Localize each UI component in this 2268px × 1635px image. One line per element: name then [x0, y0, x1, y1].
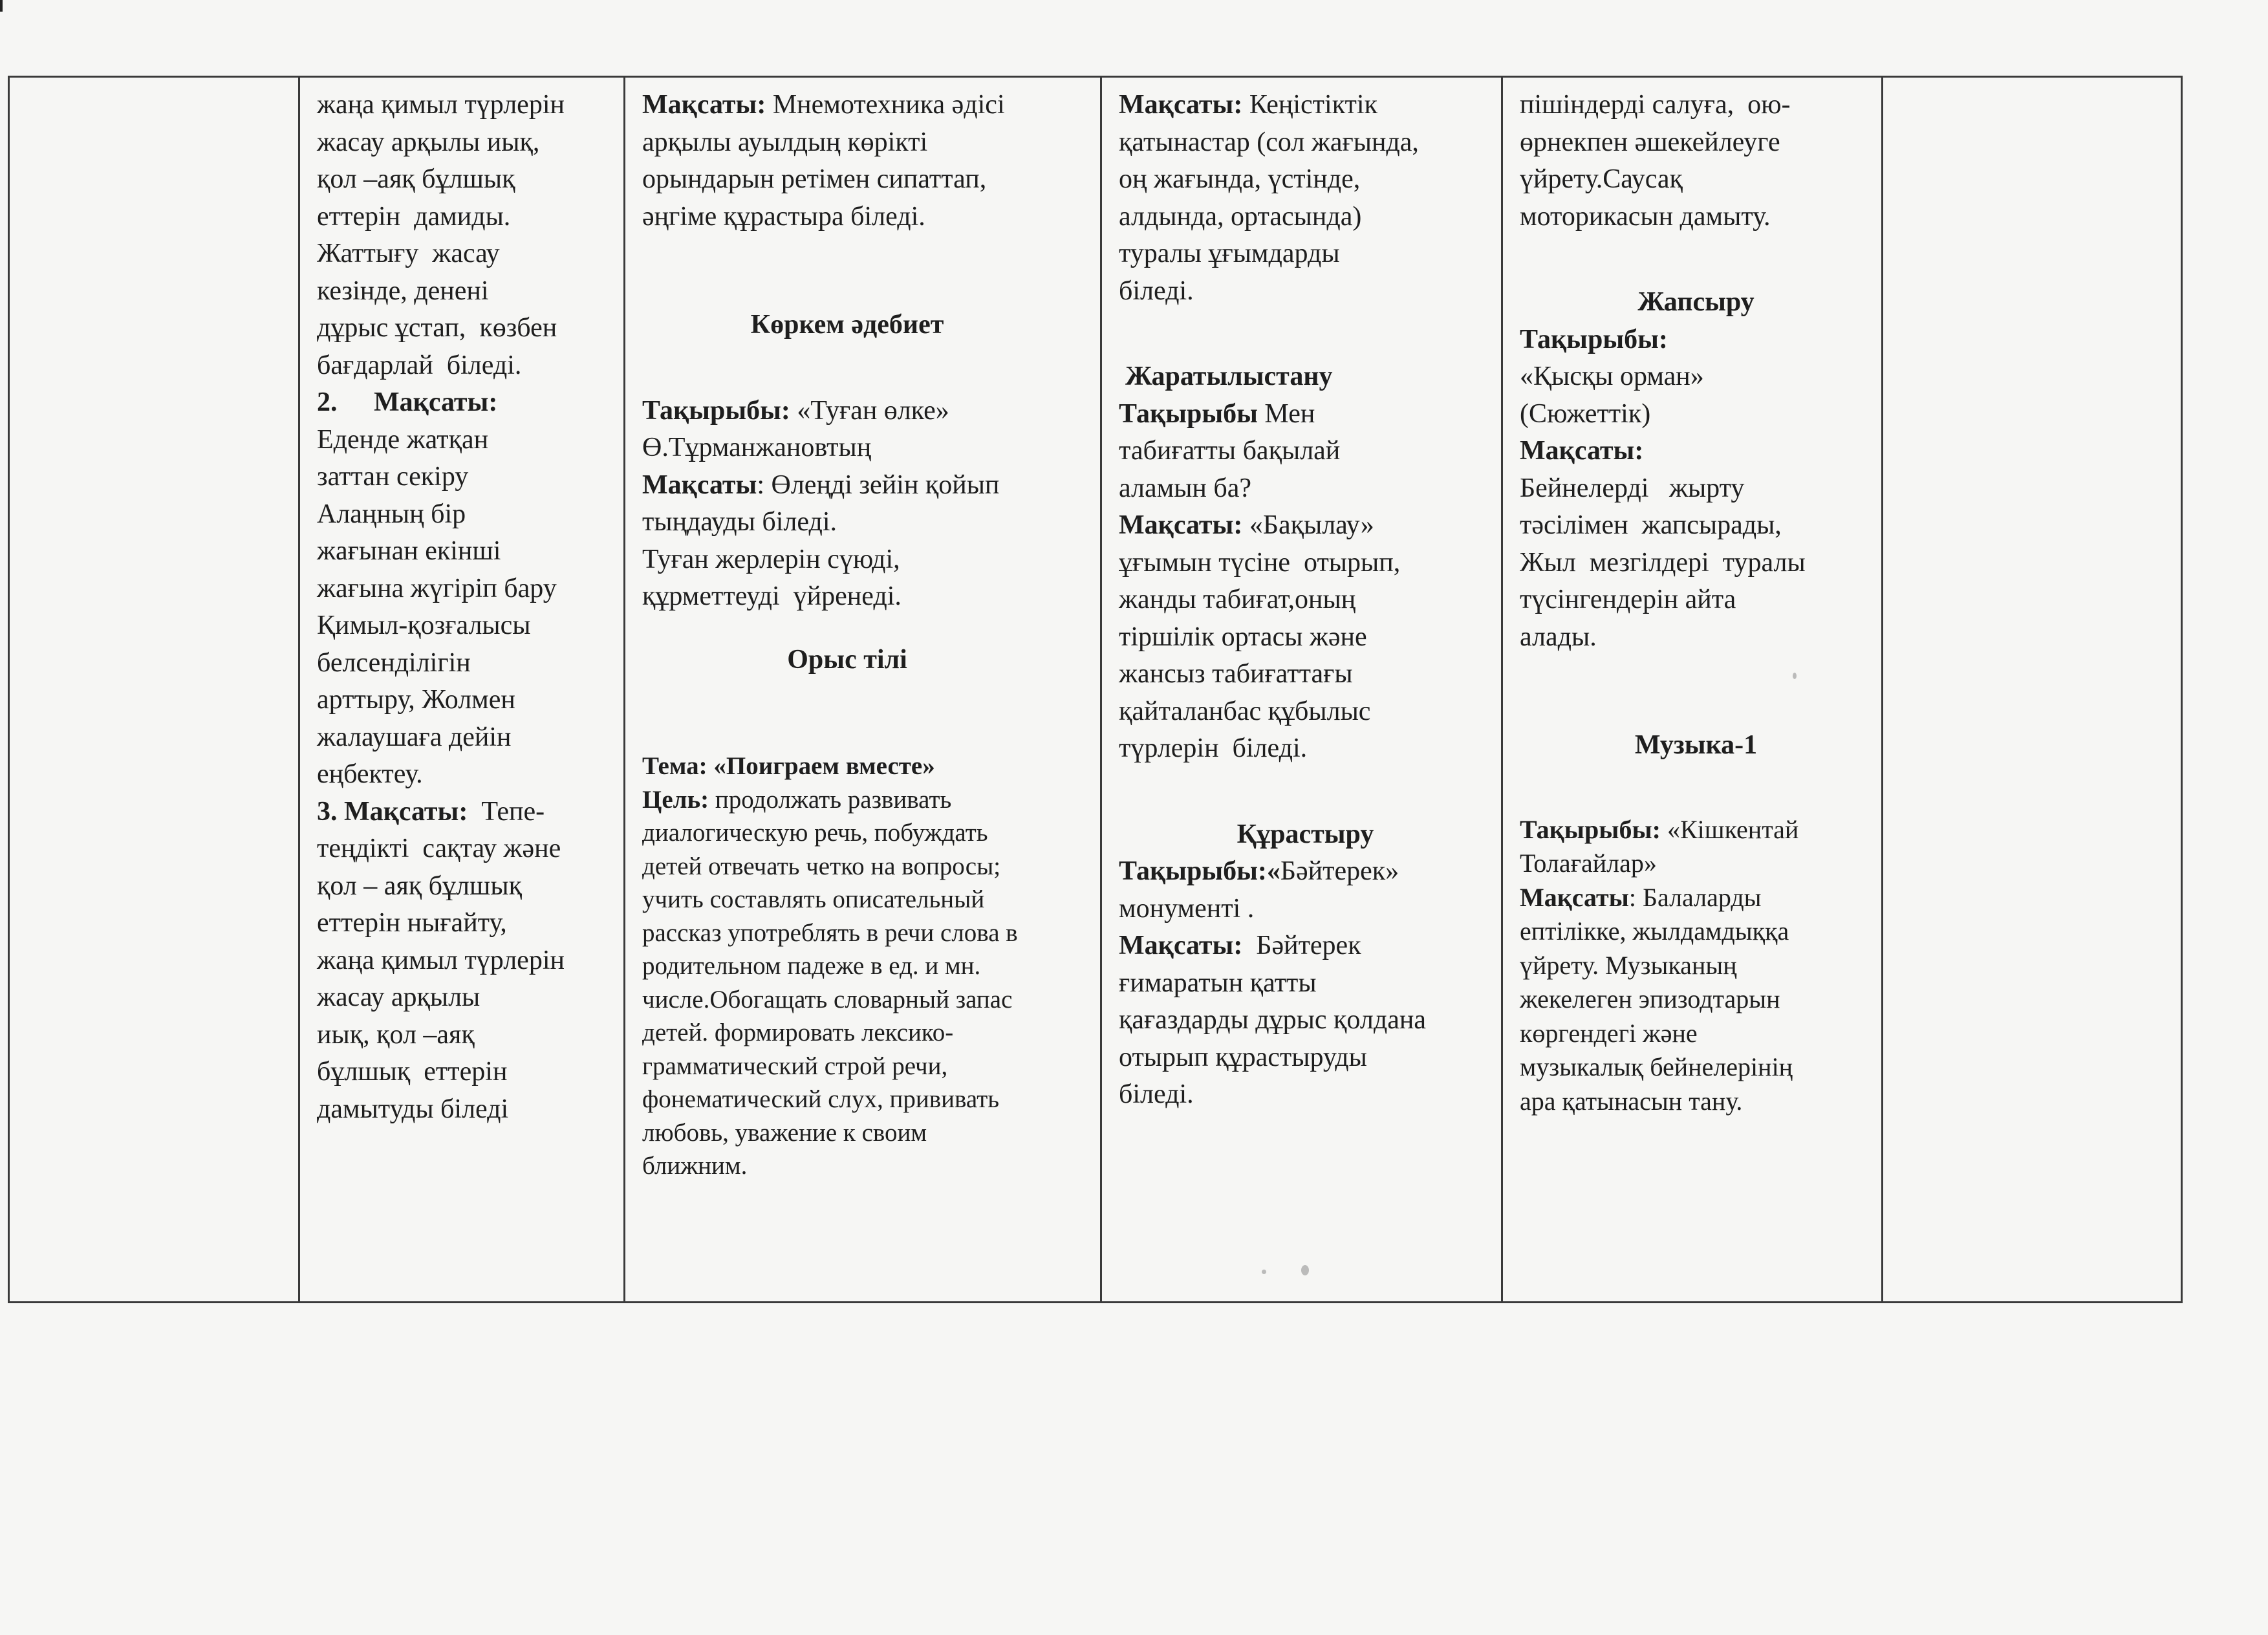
text-line: тәсілімен жапсырады, — [1520, 510, 1782, 540]
zhar-goal-label: Мақсаты: — [1119, 510, 1243, 540]
text-line: Туған жерлерін сүюді, — [642, 544, 900, 574]
col2-goal-lines — [642, 124, 1091, 236]
text-line: теңдікті сақтау және — [317, 834, 561, 863]
text-line: музыкалық бейнелерінің — [1520, 1052, 1793, 1081]
zhar-topic-head — [1119, 396, 1492, 433]
phys-item2-head — [317, 384, 614, 422]
text-line: грамматический строй речи, — [642, 1052, 948, 1080]
text-line: қол – аяқ бұлшық — [317, 871, 522, 901]
text-line: числе.Обогащать словарный запас — [642, 985, 1013, 1013]
muz-goal-lines — [1520, 915, 1872, 1118]
section-title-zharatylystanu: Жаратылыстану — [1125, 362, 1333, 391]
text-line: жанды табиғат,оның — [1119, 585, 1356, 614]
zhar-topic-first: Мен — [1257, 398, 1315, 429]
col2-goal-label: Мақсаты: — [642, 90, 766, 120]
phys-item3-head — [317, 794, 614, 831]
text-line: еңбектеу. — [317, 759, 423, 789]
text-line: тіршілік ортасы және — [1119, 622, 1367, 652]
empty-cell-first — [9, 77, 299, 1303]
text-line: любовь, уважение к своим — [642, 1118, 927, 1147]
zhaps-goal-lines — [1520, 470, 1872, 656]
col2-goal-first: Мнемотехника әдісі — [766, 90, 1005, 120]
text-line: детей отвечать четко на вопросы; — [642, 852, 1001, 880]
scan-mark — [0, 0, 3, 12]
cell-physical — [299, 77, 625, 1303]
zhaps-goal-label: Мақсаты: — [1520, 436, 1644, 466]
qur-topic-label: Тақырыбы:« — [1119, 856, 1280, 886]
text-line: детей. формировать лексико- — [642, 1019, 954, 1046]
text-line: түсінгендерін айта — [1520, 585, 1736, 614]
text-line: оң жағында, үстінде, — [1119, 164, 1361, 194]
text-line: пішіндерді салуға, ою- — [1520, 90, 1791, 120]
qur-goal-first: Бәйтерек — [1242, 931, 1361, 960]
qur-goal-head — [1119, 927, 1492, 965]
text-line: біледі. — [1119, 1079, 1194, 1109]
phys-item3-first: Тепе- — [468, 796, 545, 827]
col2-goal-head — [642, 87, 1091, 124]
text-line: үйрету. Музыканың — [1520, 950, 1737, 980]
muz-topic-first: «Кішкентай — [1661, 814, 1799, 844]
text-line: монументі . — [1119, 893, 1255, 924]
text-line: Толағайлар» — [1520, 849, 1657, 878]
text-line: қол –аяқ бұлшық — [317, 164, 515, 194]
phys-item2-lines — [317, 422, 614, 794]
muz-goal-label: Мақсаты — [1520, 882, 1629, 912]
section-title-muzyka: Музыка-1 — [1634, 730, 1758, 760]
zhar-goal-head — [1119, 507, 1492, 545]
text-line: фонематический слух, прививать — [642, 1085, 1000, 1113]
plan-table — [8, 76, 2183, 1303]
text-line: туралы ұғымдарды — [1119, 239, 1340, 268]
text-line: учить составлять описательный — [642, 885, 985, 913]
muz-topic-head — [1520, 813, 1872, 847]
cell-col2 — [625, 77, 1101, 1303]
text-line: алдында, ортасында) — [1119, 201, 1362, 232]
text-line: жағына жүгіріп бару — [317, 573, 557, 603]
text-line: еттерін нығайту, — [317, 908, 507, 938]
col4-top-lines — [1520, 87, 1872, 235]
text-line: жаңа қимыл түрлерін — [317, 945, 565, 975]
text-line: біледі. — [1119, 276, 1194, 306]
col3-goal-lines — [1119, 124, 1492, 310]
text-line: көргендегі және — [1520, 1018, 1698, 1048]
text-line: жекелеген эпизодтарын — [1520, 984, 1780, 1013]
korkem-topic-label: Тақырыбы: — [642, 395, 790, 426]
text-line: Еденде жатқан — [317, 424, 489, 455]
qur-goal-lines — [1119, 965, 1492, 1114]
text-line: моторикасын дамыту. — [1520, 201, 1771, 232]
cell-col3 — [1101, 77, 1502, 1303]
text-line: бұлшық еттерін — [317, 1057, 508, 1087]
orys-cel-head — [642, 783, 1091, 817]
text-line: иық, қол –аяқ — [317, 1019, 475, 1050]
text-line: рассказ употреблять в речи слова в — [642, 918, 1018, 947]
text-line: диалогическую речь, побуждать — [642, 819, 988, 847]
orys-tema: Тема: «Поиграем вместе» — [642, 752, 935, 780]
text-line: ара қатынасын тану. — [1520, 1086, 1743, 1116]
text-line: отырып құрастыруды — [1119, 1042, 1367, 1072]
text-line: Жаттығу жасау — [317, 239, 500, 268]
zhar-topic-lines — [1119, 433, 1492, 507]
text-line: бағдарлай біледі. — [317, 350, 522, 380]
text-line: еттерін дамиды. — [317, 201, 511, 232]
text-line: (Сюжеттік) — [1520, 398, 1651, 429]
text-line: әңгіме құрастыра біледі. — [642, 201, 925, 232]
phys-intro-lines — [317, 87, 614, 384]
phys-item2-label: Мақсаты: — [374, 387, 498, 417]
text-line: түрлерін біледі. — [1119, 733, 1308, 763]
phys-item2-num: 2. — [317, 387, 338, 417]
text-line: қатынастар (сол жағында, — [1119, 127, 1419, 157]
text-line: Алаңның бір — [317, 499, 466, 529]
orys-cel-label: Цель: — [642, 785, 709, 814]
phys-item3-label: 3. Мақсаты: — [317, 796, 468, 827]
text-line: ғимаратын қатты — [1119, 968, 1317, 998]
phys-item3-lines — [317, 830, 614, 1128]
korkem-topic: «Туған өлке» — [790, 395, 949, 426]
qur-topic-head — [1119, 853, 1492, 891]
qur-goal-label: Мақсаты: — [1119, 931, 1243, 960]
text-line: Жыл мезгілдері туралы — [1520, 547, 1806, 578]
text-line: тыңдауды біледі. — [642, 507, 837, 537]
zhaps-topic-lines — [1520, 358, 1872, 433]
text-line: жансыз табиғаттағы — [1119, 659, 1353, 689]
empty-cell-last — [1883, 77, 2182, 1303]
text-line: ближним. — [642, 1152, 748, 1180]
qur-topic-first: Бәйтерек» — [1280, 856, 1399, 886]
qur-topic-lines — [1119, 891, 1492, 928]
table-row — [9, 77, 2182, 1303]
cell-col4 — [1502, 77, 1883, 1303]
zhar-topic-label: Тақырыбы — [1119, 398, 1258, 429]
section-title-qurastyru: Құрастыру — [1237, 819, 1374, 849]
text-line: жасау арқылы иық, — [317, 127, 540, 157]
text-line: алады. — [1520, 622, 1597, 652]
text-line: «Қысқы орман» — [1520, 362, 1704, 391]
orys-cel-first: продолжать развивать — [709, 785, 952, 814]
text-line: қағаздарды дұрыс қолдана — [1119, 1005, 1426, 1035]
text-line: арқылы ауылдың көрікті — [642, 127, 928, 157]
section-title-zhapsyru: Жапсыру — [1637, 287, 1755, 317]
text-line: орындарын ретімен сипаттап, — [642, 164, 987, 194]
text-line: кезінде, денені — [317, 276, 489, 306]
text-line: табиғатты бақылай — [1119, 436, 1341, 466]
text-line: белсенділігін — [317, 647, 471, 678]
text-line: аламын ба? — [1119, 473, 1252, 503]
text-line: жасау арқылы — [317, 982, 481, 1012]
text-line: арттыру, Жолмен — [317, 685, 515, 715]
col3-goal-first: Кеңістіктік — [1242, 90, 1377, 120]
zhar-goal-lines — [1119, 545, 1492, 768]
text-line: құрметтеуді үйренеді. — [642, 581, 902, 611]
korkem-topic-head — [642, 393, 1091, 430]
col3-goal-label: Мақсаты: — [1119, 90, 1243, 120]
text-line: дамытуды біледі — [317, 1094, 509, 1124]
zhar-goal-first: «Бақылау» — [1242, 510, 1374, 540]
muz-topic-lines — [1520, 847, 1872, 881]
text-line: родительном падеже в ед. и мн. — [642, 952, 981, 980]
text-line: Қимыл-қозғалысы — [317, 611, 531, 640]
section-title-korkem: Көркем әдебиет — [750, 310, 944, 340]
korkem-goal-head — [642, 467, 1091, 504]
text-line: өрнекпен әшекейлеуге — [1520, 127, 1780, 157]
muz-goal-head — [1520, 881, 1872, 915]
zhaps-topic-label: Тақырыбы: — [1520, 324, 1668, 354]
text-line: жалаушаға дейін — [317, 722, 512, 752]
text-line: дұрыс ұстап, көзбен — [317, 313, 557, 343]
korkem-goal-first: : Өлеңді зейін қойып — [757, 470, 1000, 500]
text-line: жағынан екінші — [317, 536, 501, 566]
text-line: қайталанбас құбылыс — [1119, 696, 1371, 726]
korkem-author: Ө.Тұрманжановтың — [642, 433, 872, 462]
korkem-goal-label: Мақсаты — [642, 470, 757, 500]
muz-goal-first: : Балаларды — [1628, 882, 1762, 912]
col3-goal-head — [1119, 87, 1492, 124]
text-line: заттан секіру — [317, 462, 469, 492]
orys-cel-lines — [642, 816, 1091, 1183]
text-line: жаңа қимыл түрлерін — [317, 90, 565, 120]
muz-topic-label: Тақырыбы: — [1520, 814, 1661, 844]
korkem-goal-lines — [642, 504, 1091, 616]
text-line: ептілікке, жылдамдыққа — [1520, 916, 1789, 946]
text-line: ұғымын түсіне отырып, — [1119, 547, 1401, 578]
text-line: Бейнелерді жырту — [1520, 473, 1745, 503]
text-line: үйрету.Саусақ — [1520, 164, 1683, 194]
section-title-orys: Орыс тілі — [787, 644, 907, 675]
